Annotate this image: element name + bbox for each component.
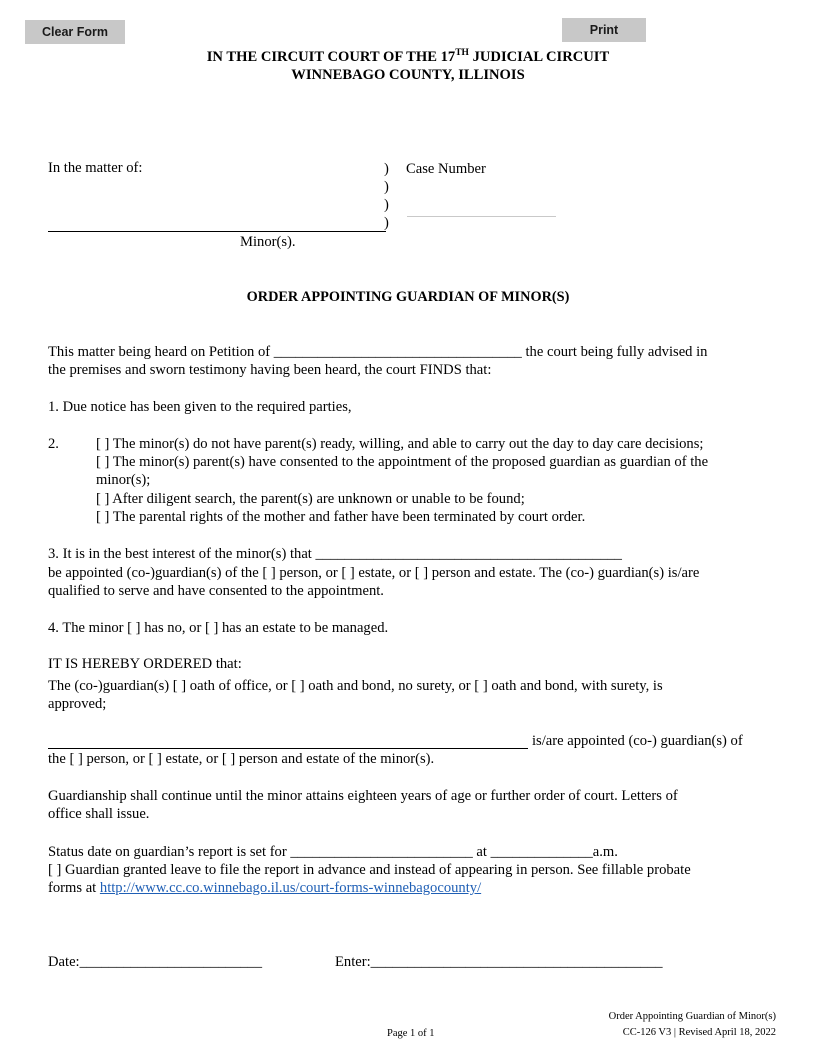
continue-line1: Guardianship shall continue until the minor attains eighteen years of age or further order of court. Letters of <box>48 788 678 804</box>
appoint-line1: is/are appointed (co-) guardian(s) of <box>532 733 743 749</box>
finding-2-number: 2. <box>48 436 59 452</box>
intro-line1: This matter being heard on Petition of __________________________________ the court being fully advised in <box>48 344 708 360</box>
finding-2b-line1: [ ] The minor(s) parent(s) have consented to the appointment of the proposed guardian as guardian of the <box>96 454 709 470</box>
form-code: CC-126 V3 | Revised April 18, 2022 <box>622 1027 776 1038</box>
probate-forms-link[interactable]: http://www.cc.co.winnebago.il.us/court-forms-winnebagocounty/ <box>99 880 482 896</box>
court-header-line1: IN THE CIRCUIT COURT OF THE 17TH JUDICIAL CIRCUIT <box>206 48 610 65</box>
in-matter-of-label: In the matter of: <box>48 160 143 176</box>
finding-2c: [ ] After diligent search, the parent(s) are unknown or unable to be found; <box>96 491 525 507</box>
case-number-field[interactable] <box>407 216 556 217</box>
finding-1: 1. Due notice has been given to the required parties, <box>48 399 352 415</box>
status-line3: forms at http://www.cc.co.winnebago.il.us/court-forms-winnebagocounty/ <box>48 880 482 896</box>
caption-paren-2: ) <box>384 179 389 195</box>
status-line1: Status date on guardian’s report is set for _________________________ at ______________a.m. <box>48 844 618 860</box>
print-button[interactable]: Print <box>562 18 646 42</box>
continue-line2: office shall issue. <box>48 806 150 822</box>
oath-line2: approved; <box>48 696 107 712</box>
clear-form-button[interactable]: Clear Form <box>25 20 125 44</box>
finding-2a: [ ] The minor(s) do not have parent(s) ready, willing, and able to carry out the day to day care decisions; <box>96 436 704 452</box>
finding-3-line2: be appointed (co-)guardian(s) of the [ ] person, or [ ] estate, or [ ] person and estate. The (co-) guardian(s) is/are <box>48 565 700 581</box>
guardian-name-line[interactable] <box>48 748 528 749</box>
court-header-superscript: TH <box>455 48 469 58</box>
finding-2d: [ ] The parental rights of the mother and father have been terminated by court order. <box>96 509 586 525</box>
finding-2b-line2: minor(s); <box>96 472 151 488</box>
status-line2: [ ] Guardian granted leave to file the report in advance and instead of appearing in person. See fillable probate <box>48 862 691 878</box>
form-name: Order Appointing Guardian of Minor(s) <box>608 1011 776 1022</box>
minor-name-line[interactable] <box>48 231 386 232</box>
caption-paren-4: ) <box>384 215 389 231</box>
caption-paren-3: ) <box>384 197 389 213</box>
case-number-label: Case Number <box>406 161 486 177</box>
ordered-heading: IT IS HEREBY ORDERED that: <box>48 656 242 672</box>
finding-4: 4. The minor [ ] has no, or [ ] has an estate to be managed. <box>48 620 389 636</box>
appoint-line2: the [ ] person, or [ ] estate, or [ ] person and estate of the minor(s). <box>48 751 435 767</box>
caption-paren-1: ) <box>384 161 389 177</box>
order-title: ORDER APPOINTING GUARDIAN OF MINOR(S) <box>246 289 570 305</box>
oath-line1: The (co-)guardian(s) [ ] oath of office, or [ ] oath and bond, no surety, or [ ] oath and bond, with surety, is <box>48 678 663 694</box>
intro-line2: the premises and sworn testimony having been heard, the court FINDS that: <box>48 362 492 378</box>
court-header-line2: WINNEBAGO COUNTY, ILLINOIS <box>291 67 525 83</box>
page-number: Page 1 of 1 <box>387 1028 435 1039</box>
finding-3-line1: 3. It is in the best interest of the minor(s) that __________________________________________ <box>48 546 622 562</box>
minors-label: Minor(s). <box>240 234 296 250</box>
enter-field[interactable]: Enter:________________________________________ <box>335 954 663 970</box>
finding-3-line3: qualified to serve and have consented to the appointment. <box>48 583 384 599</box>
date-field[interactable]: Date:_________________________ <box>48 954 263 970</box>
